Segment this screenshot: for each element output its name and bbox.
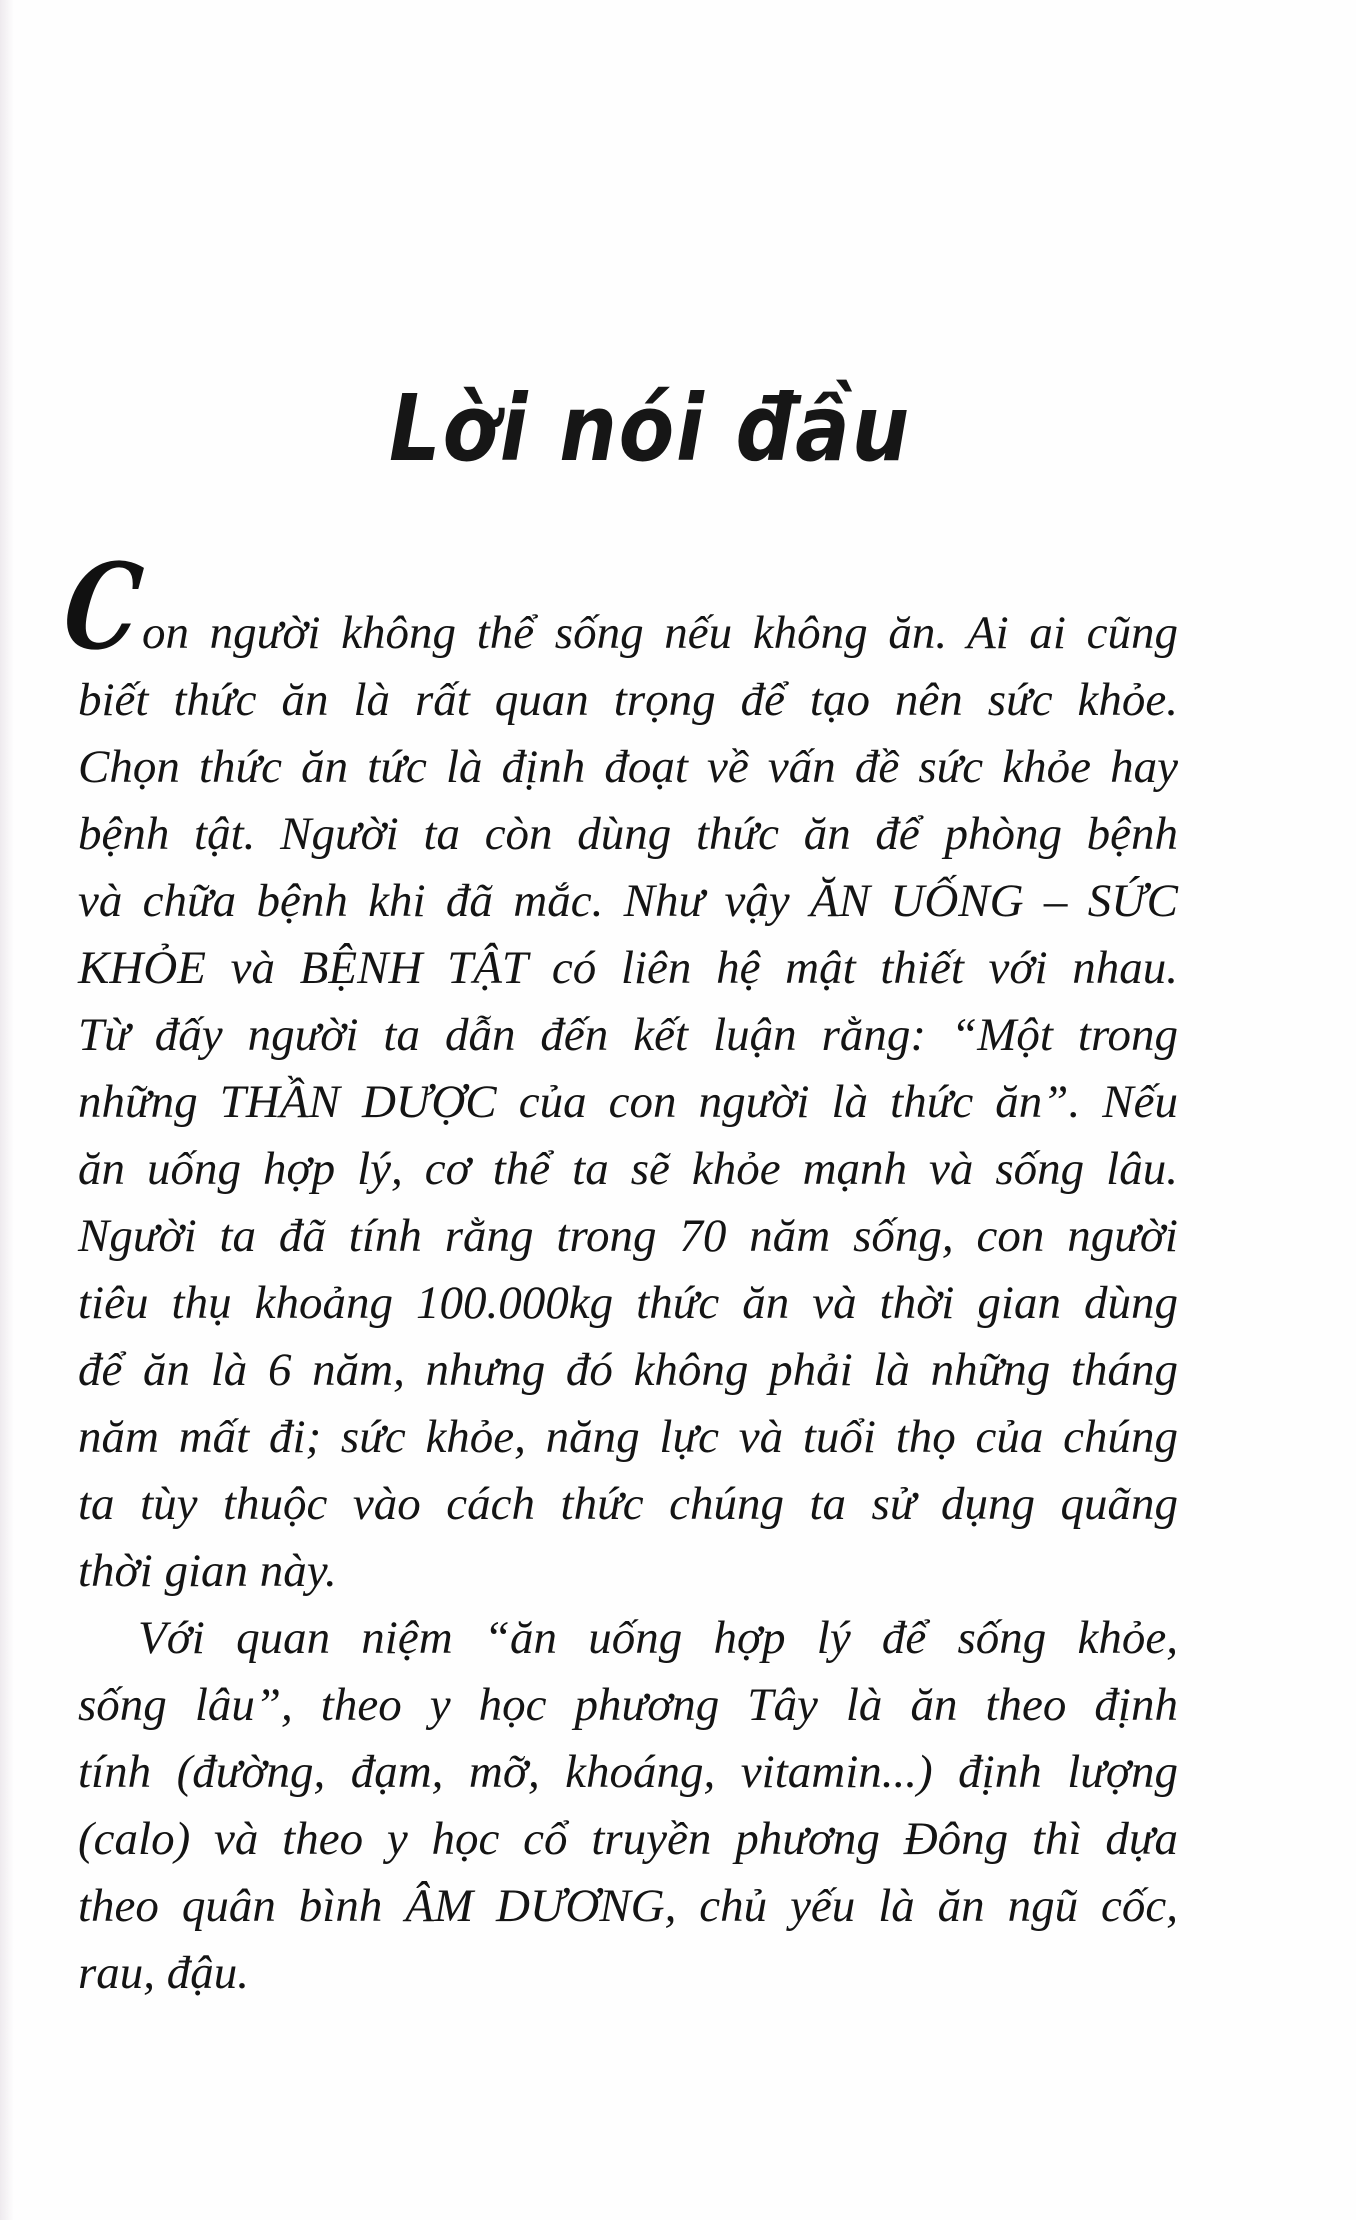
paragraph-1 [57, 537, 1178, 1605]
paragraph-2 [78, 1605, 1178, 2007]
text-line: Chọn thức ăn tức là định đoạt về vấn đề sức khỏe hay [78, 741, 1178, 793]
page-title: Lời nói đầu [389, 375, 911, 482]
text-line: Với quan niệm “ăn uống hợp lý để sống khỏe, [138, 1612, 1178, 1664]
text-line: tính (đường, đạm, mỡ, khoáng, vitamin...) định lượng [78, 1746, 1178, 1798]
text-line: những THẦN DƯỢC của con người là thức ăn”. Nếu [78, 1076, 1178, 1128]
text-line [57, 537, 1178, 676]
text-line: rau, đậu. [78, 1947, 250, 1999]
text-line: năm mất đi; sức khỏe, năng lực và tuổi thọ của chúng [78, 1411, 1178, 1463]
text-line: Từ đấy người ta dẫn đến kết luận rằng: “Một trong [78, 1009, 1178, 1061]
text-line: và chữa bệnh khi đã mắc. Như vậy ĂN UỐNG – SỨC [78, 875, 1178, 927]
text-line: thời gian này. [78, 1545, 337, 1597]
body-text [57, 537, 1178, 2007]
text-line: ăn uống hợp lý, cơ thể ta sẽ khỏe mạnh và sống lâu. [78, 1143, 1178, 1195]
text-line: bệnh tật. Người ta còn dùng thức ăn để phòng bệnh [78, 808, 1178, 860]
text-line: biết thức ăn là rất quan trọng để tạo nên sức khỏe. [78, 674, 1178, 726]
text-line: (calo) và theo y học cổ truyền phương Đông thì dựa [78, 1813, 1178, 1865]
text-line: Người ta đã tính rằng trong 70 năm sống, con người [78, 1210, 1178, 1262]
text-line: để ăn là 6 năm, nhưng đó không phải là những tháng [78, 1344, 1178, 1396]
text-line: theo quân bình ÂM DƯƠNG, chủ yếu là ăn ngũ cốc, [78, 1880, 1178, 1932]
drop-cap: C [57, 537, 149, 676]
text-line: sống lâu”, theo y học phương Tây là ăn theo định [78, 1679, 1178, 1731]
text-line: ta tùy thuộc vào cách thức chúng ta sử dụng quãng [78, 1478, 1178, 1530]
line-text: on người không thể sống nếu không ăn. Ai ai cũng [142, 607, 1178, 659]
text-line: tiêu thụ khoảng 100.000kg thức ăn và thời gian dùng [78, 1277, 1178, 1329]
text-line: KHỎE và BỆNH TẬT có liên hệ mật thiết với nhau. [78, 942, 1178, 994]
page-edge-shadow [0, 0, 14, 2220]
